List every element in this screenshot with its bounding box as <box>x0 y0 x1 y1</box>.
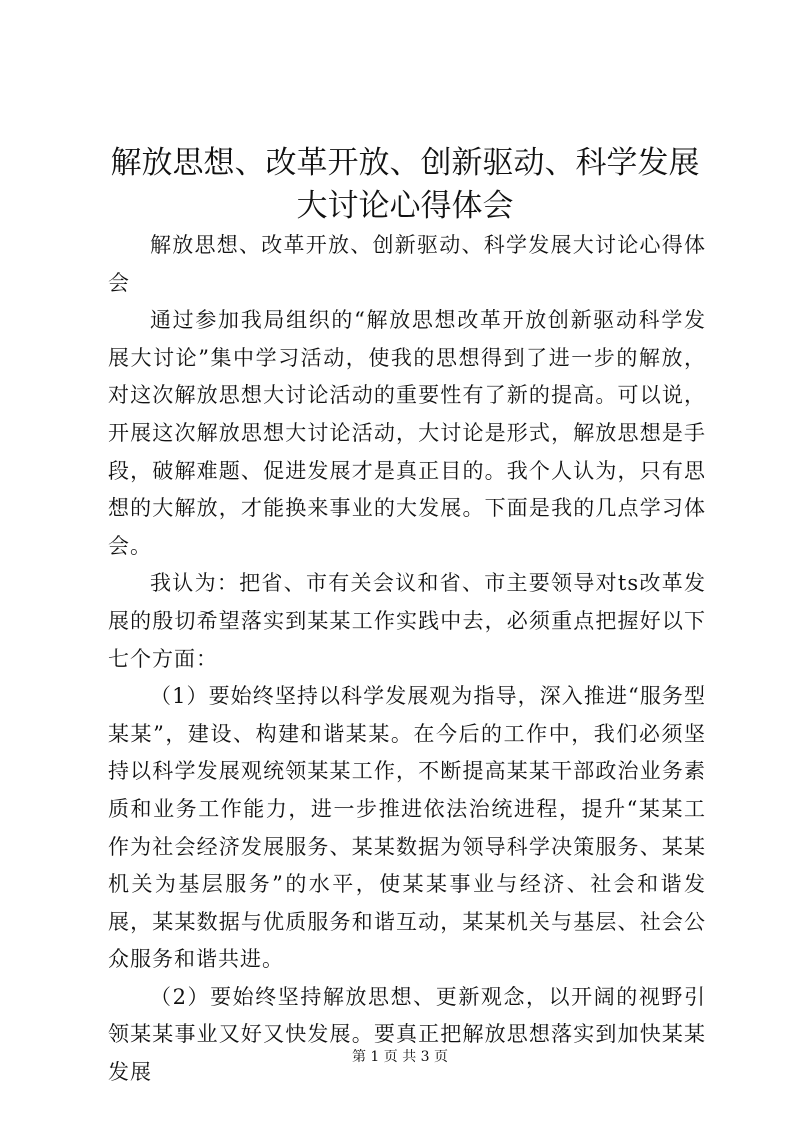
paragraph-point-2: （2）要始终坚持解放思想、更新观念，以开阔的视野引领某某事业又好又快发展。要真正把解放思想落实到加快某某发展 <box>108 984 706 1085</box>
paragraph-subtitle: 解放思想、改革开放、创新驱动、科学发展大讨论心得体会 <box>108 233 706 295</box>
page-number-footer: 第 1 页 共 3 页 <box>351 1049 449 1065</box>
paragraph-opinion: 我认为：把省、市有关会议和省、市主要领导对ts改革发展的殷切希望落实到某某工作实践中去，必须重点把握好以下七个方面： <box>108 571 706 671</box>
paragraph-intro: 通过参加我局组织的“解放思想改革开放创新驱动科学发展大讨论”集中学习活动，使我的思想得到了进一步的解放，对这次解放思想大讨论活动的重要性有了新的提高。可以说，开展这次解放思想大讨论活动，大讨论是形式，解放思想是手段，破解难题、促进发展才是真正目的。我个人认为，只有思想的大解放，才能换来事业的大发展。下面是我的几点学习体会。 <box>108 308 706 558</box>
document-body <box>108 227 706 1092</box>
paragraph-point-1: （1）要始终坚持以科学发展观为指导，深入推进“服务型某某”，建设、构建和谐某某。在今后的工作中，我们必须坚持以科学发展观统领某某工作，不断提高某某干部政治业务素质和业务工作能力，进一步推进依法治统进程，提升“某某工作为社会经济发展服务、某某数据为领导科学决策服务、某某机关为基层服务”的水平，使某某事业与经济、社会和谐发展，某某数据与优质服务和谐互动，某某机关与基层、社会公众服务和谐共进。 <box>108 684 706 972</box>
document-title: 解放思想、改革开放、创新驱动、科学发展大讨论心得体会 <box>110 145 700 224</box>
